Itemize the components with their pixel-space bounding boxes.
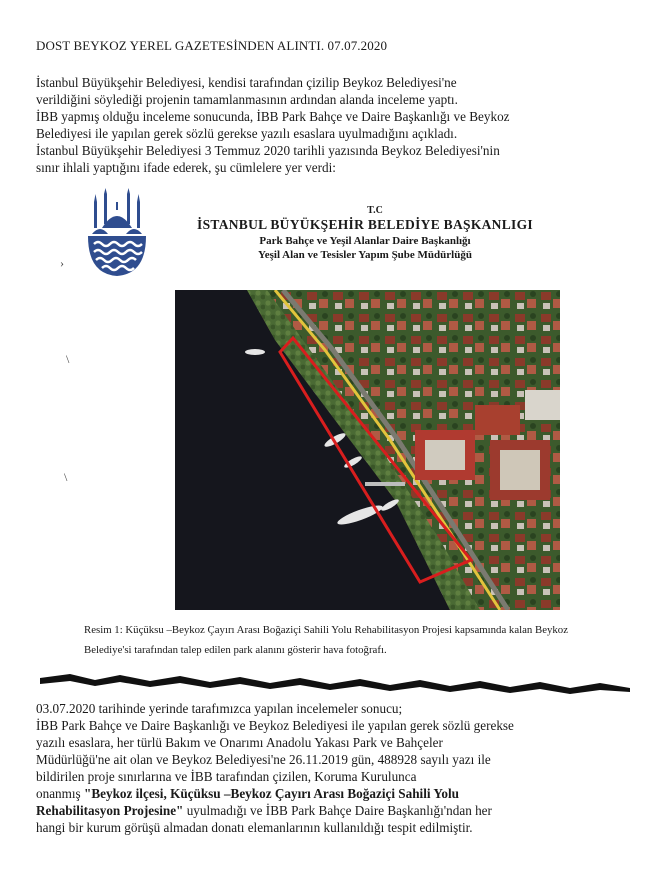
aerial-photo [175,290,560,610]
findings-text: uyulmadığı ve İBB Park Bahçe Daire Başkanlığı'ndan her [183,803,492,818]
ibb-logo-icon [84,188,150,278]
findings-line [36,802,636,819]
findings-line: bildirilen proje sınırlarına ve İBB tarafından çizilen, Koruma Kurulunca [36,769,417,784]
findings-line [36,785,636,802]
letterhead-department: Park Bahçe ve Yeşil Alanlar Daire Başkanlığı [259,235,471,247]
caption-line: Resim 1: Küçüksu –Beykoz Çayırı Arası Boğaziçi Sahili Yolu Rehabilitasyon Projesi kapsamında kalan Beykoz [84,624,568,636]
intro-line: İBB yapmış olduğu inceleme sonucunda, İBB Park Bahçe ve Daire Başkanlığı ve Beykoz [36,109,510,124]
intro-line: Belediyesi ile yapılan gerek sözlü gerekse yazılı esaslara uyulmadığını açıkladı. [36,126,458,141]
letterhead-directorate: Yeşil Alan ve Tesisler Yapım Şube Müdürlüğü [258,249,472,261]
findings-line: 03.07.2020 tarihinde yerinde tarafımızca yapılan incelemeler sonucu; [36,701,403,716]
project-name-bold: "Beykoz ilçesi, Küçüksu –Beykoz Çayırı Arası Boğaziçi Sahili Yolu [84,786,460,801]
letterhead-organization: İSTANBUL BÜYÜKŞEHİR BELEDİYE BAŞKANLIGI [197,217,533,232]
scan-mark: \ [66,352,70,366]
photo-caption [84,620,639,660]
torn-divider [0,664,650,696]
findings-text: onanmış [36,786,84,801]
letterhead [150,205,580,261]
caption-line: Belediye'si tarafından talep edilen park alanını gösterir hava fotoğrafı. [84,644,387,656]
findings-line: yazılı esaslara, her türlü Bakım ve Onarımı Anadolu Yakası Park ve Bahçeler [36,735,443,750]
intro-line: İstanbul Büyükşehir Belediyesi, kendisi tarafından çizilip Beykoz Belediyesi'ne [36,75,457,90]
project-name-bold: Rehabilitasyon Projesine" [36,803,184,818]
findings-line: Müdürlüğü'ne ait olan ve Beykoz Belediyesi'ne 26.11.2019 gün, 488928 sayılı yazı ile [36,752,491,767]
scan-mark: › [60,256,64,270]
intro-line: İstanbul Büyükşehir Belediyesi 3 Temmuz 2020 tarihli yazısında Beykoz Belediyesi'nin [36,143,500,158]
article-headline: DOST BEYKOZ YEREL GAZETESİNDEN ALINTI. 07.07.2020 [36,38,388,53]
findings-paragraph [36,700,636,836]
intro-line: sınır ihlali yaptığını ifade ederek, şu cümlelere yer verdi: [36,160,336,175]
findings-line: hangi bir kurum görüşü almadan donatı elemanlarının kullanıldığı tespit edilmiştir. [36,820,473,835]
findings-line: İBB Park Bahçe ve Daire Başkanlığı ve Beykoz Belediyesi ile yapılan gerek sözlü gerekse [36,718,514,733]
letterhead-tc: T.C [367,205,383,216]
intro-paragraph [36,74,636,176]
intro-line: verildiğini söylediği projenin tamamlanmasının ardından alanda inceleme yaptı. [36,92,458,107]
scan-mark: \ [64,470,68,484]
